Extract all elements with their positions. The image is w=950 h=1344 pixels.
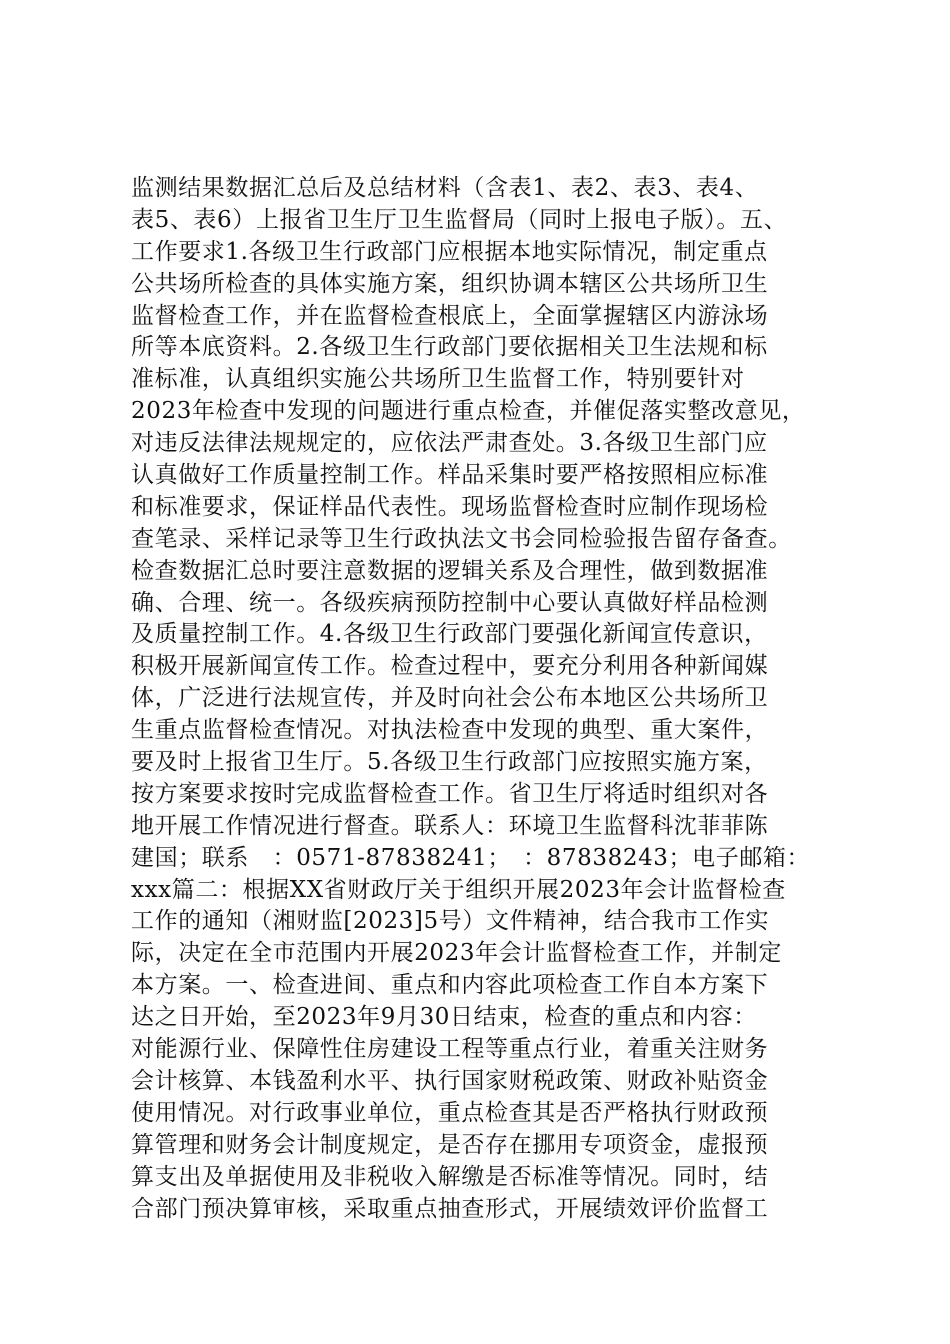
- text-line: 会计核算、本钱盈利水平、执行国家财税政策、财政补贴资金: [131, 1067, 769, 1094]
- text-line: 算支出及单据使用及非税收入解缴是否标准等情况。同时，结: [131, 1163, 769, 1190]
- text-line: 地开展工作情况进行督查。联系人：环境卫生监督科沈菲菲陈: [131, 812, 769, 839]
- text-line: 按方案要求按时完成监督检查工作。省卫生厅将适时组织对各: [131, 780, 769, 807]
- text-line: 工作的通知（湘财监[2023]5号）文件精神，结合我市工作实: [131, 908, 770, 935]
- text-line: 本方案。一、检查进间、重点和内容此项检查工作自本方案下: [131, 972, 769, 999]
- text-line: 对能源行业、保障性住房建设工程等重点行业，着重关注财务: [131, 1036, 769, 1063]
- text-line: 合部门预决算审核，采取重点抽查形式，开展绩效评价监督工: [131, 1195, 769, 1222]
- text-line: 对违反法律法规规定的，应依法严肃查处。3.各级卫生部门应: [131, 430, 768, 457]
- text-line: 认真做好工作质量控制工作。样品采集时要严格按照相应标准: [131, 462, 769, 489]
- text-line: 准标准，认真组织实施公共场所卫生监督工作，特别要针对: [131, 366, 745, 393]
- text-line: 生重点监督检查情况。对执法检查中发现的典型、重大案件，: [131, 717, 769, 744]
- text-line: 使用情况。对行政事业单位，重点检查其是否严格执行财政预: [131, 1099, 769, 1126]
- text-line: 算管理和财务会计制度规定，是否存在挪用专项资金，虚报预: [131, 1131, 769, 1158]
- text-line: 查笔录、采样记录等卫生行政执法文书会同检验报告留存备查。: [131, 525, 792, 552]
- text-line: xxx篇二：根据XX省财政厅关于组织开展2023年会计监督检查: [131, 876, 786, 903]
- text-line: 检查数据汇总时要注意数据的逻辑关系及合理性，做到数据准: [131, 557, 769, 584]
- text-line: 建国；联系 ：0571-87838241； ：87838243；电子邮箱：: [131, 844, 811, 871]
- text-line: 2023年检查中发现的问题进行重点检查，并催促落实整改意见，: [131, 398, 806, 425]
- text-line: 际，决定在全市范围内开展2023年会计监督检查工作，并制定: [131, 940, 782, 967]
- text-line: 体，广泛进行法规宣传，并及时向社会公布本地区公共场所卫: [131, 685, 769, 712]
- text-line: 所等本底资料。2.各级卫生行政部门要依据相关卫生法规和标: [131, 334, 768, 361]
- text-line: 表5、表6）上报省卫生厅卫生监督局（同时上报电子版）。五、: [131, 206, 788, 233]
- text-line: 监测结果数据汇总后及总结材料（含表1、表2、表3、表4、: [131, 175, 759, 201]
- text-line: 和标准要求，保证样品代表性。现场监督检查时应制作现场检: [131, 493, 769, 520]
- text-line: 达之日开始，至2023年9月30日结束，检查的重点和内容：: [131, 1004, 757, 1031]
- text-line: 要及时上报省卫生厅。5.各级卫生行政部门应按照实施方案，: [131, 749, 768, 776]
- body-text: [131, 173, 831, 1225]
- text-line: 工作要求1.各级卫生行政部门应根据本地实际情况，制定重点: [131, 238, 768, 265]
- text-line: 公共场所检查的具体实施方案，组织协调本辖区公共场所卫生: [131, 270, 769, 297]
- text-line: 积极开展新闻宣传工作。检查过程中，要充分利用各种新闻媒: [131, 653, 769, 680]
- text-line: 监督检查工作，并在监督检查根底上，全面掌握辖区内游泳场: [131, 302, 769, 329]
- text-line: 及质量控制工作。4.各级卫生行政部门要强化新闻宣传意识，: [131, 621, 768, 648]
- text-line: 确、合理、统一。各级疾病预防控制中心要认真做好样品检测: [131, 589, 769, 616]
